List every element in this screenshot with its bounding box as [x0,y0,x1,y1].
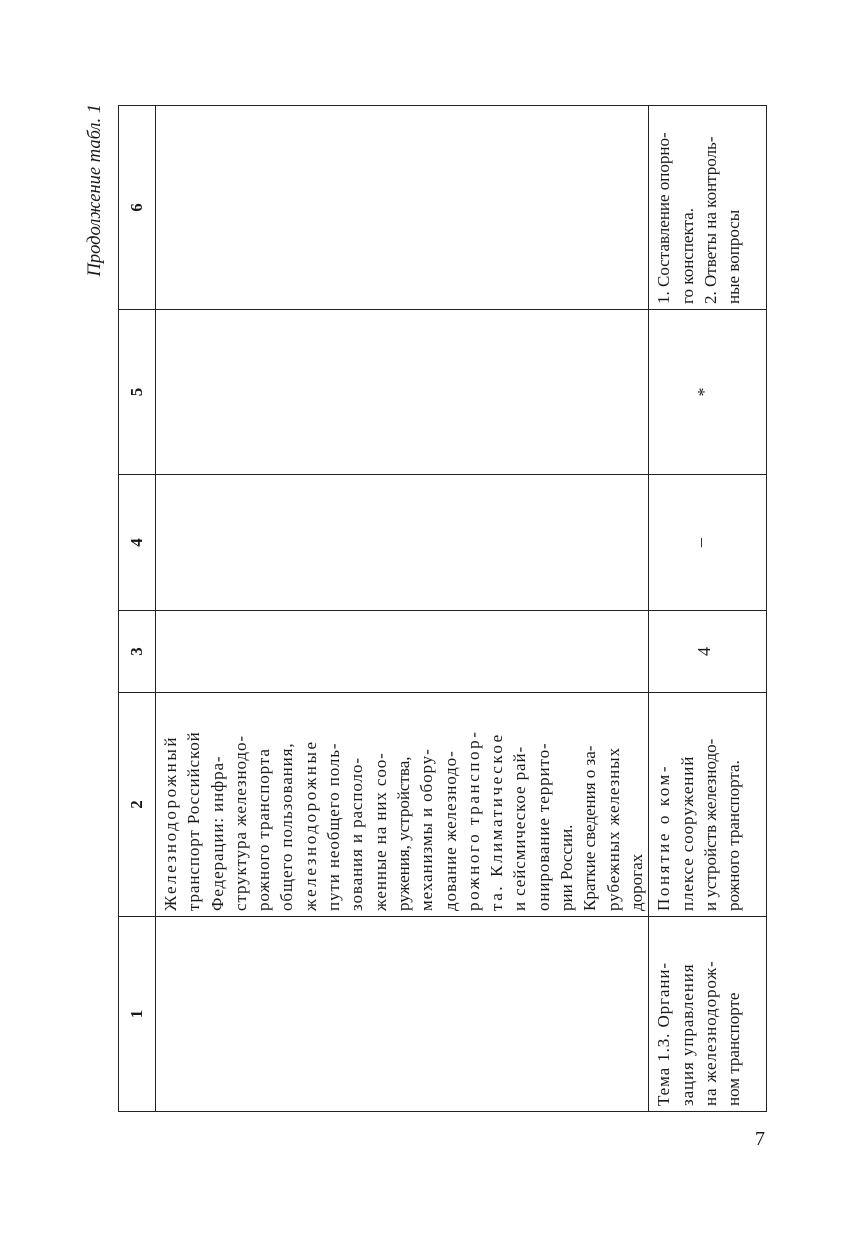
row2-col3 [649,611,767,693]
rotated-table-container [118,106,763,1112]
row1-col2-line: рии России. [557,824,577,911]
page-number: 7 [755,1128,765,1150]
row1-col2-line: рожного транспорта [254,748,274,911]
row2-col4-value: – [690,538,711,547]
row1-col2-line: ружения, устройства, [393,756,413,911]
row1-col2-line: общего пользования, [277,742,297,911]
header-col-6: 6 [119,106,156,310]
curriculum-table [118,105,767,1112]
row1-col2-line: структура железнодо- [230,735,250,911]
row2-col2-line: плексе сооружений [677,755,697,911]
row1-col2-line: онирование террито- [533,742,553,911]
row2-col6-line: ные вопросы [724,209,744,304]
row1-col4 [156,475,649,611]
row2-col6 [649,106,767,310]
row1-col2-line: Федерации: инфра- [207,755,227,911]
row2-hours-value: 4 [694,647,715,656]
row1-col2-line: и сейсмическое рай- [510,745,530,911]
row1-col2-line: женные на них соо- [370,752,390,911]
row2-col5 [649,310,767,475]
row1-col2-line: дорогах [626,853,646,911]
row1-col5 [156,310,649,475]
row2-col4 [649,475,767,611]
row1-col2-line: Краткие сведения о за- [580,745,600,911]
row1-col2-line: рожного транспор- [463,729,483,911]
header-col-4: 4 [119,475,156,611]
row1-col2-line: пути необщего поль- [324,742,344,911]
row2-col2-line: рожного транспорта. [724,760,744,911]
header-col-3: 3 [119,611,156,693]
table-header-row [119,106,156,1112]
row2-col6-line: го конспекта. [677,208,697,304]
row2-col2 [649,693,767,917]
row1-col6 [156,106,649,310]
row1-col2-line: железнодорожные [300,739,320,911]
row2-col1-line: Тема 1.3. Органи- [654,962,674,1106]
header-col-2: 2 [119,693,156,917]
row2-col2-line: Понятие о ком- [654,763,674,911]
row2-col6-line: 2. Ответы на контроль- [700,136,720,304]
row2-col6-line: 1. Составление опорно- [654,132,674,304]
row1-col2-line: рубежных железных [603,747,623,911]
header-col-5: 5 [119,310,156,475]
row1-col2-line: та. Климатическое [487,732,507,911]
table-caption-container [80,104,110,296]
row1-col2-line: механизмы и обору- [417,748,437,911]
row2-col1-line: зация управления [677,963,697,1106]
row2-col5-value: * [694,387,715,397]
row1-col3 [156,611,649,693]
row1-col2-line: Железнодорожный [161,734,180,911]
row2-col1-line: ном транспорте [724,992,744,1106]
row2-col2-line: и устройств железнодо- [700,738,720,911]
table-caption: Продолжение табл. 1 [85,104,105,277]
header-col-1: 1 [119,917,156,1112]
row2-col1-line: на железнодорож- [700,960,720,1106]
row1-col2-line: транспорт Российской [184,731,204,911]
row2-col1 [649,917,767,1112]
row1-col2-line: зования и располо- [347,757,367,911]
row1-col2-line: дование железнодо- [440,750,460,911]
row1-col2 [156,693,649,917]
table-row [649,106,767,1112]
row1-col1 [156,917,649,1112]
table-row [156,106,649,1112]
